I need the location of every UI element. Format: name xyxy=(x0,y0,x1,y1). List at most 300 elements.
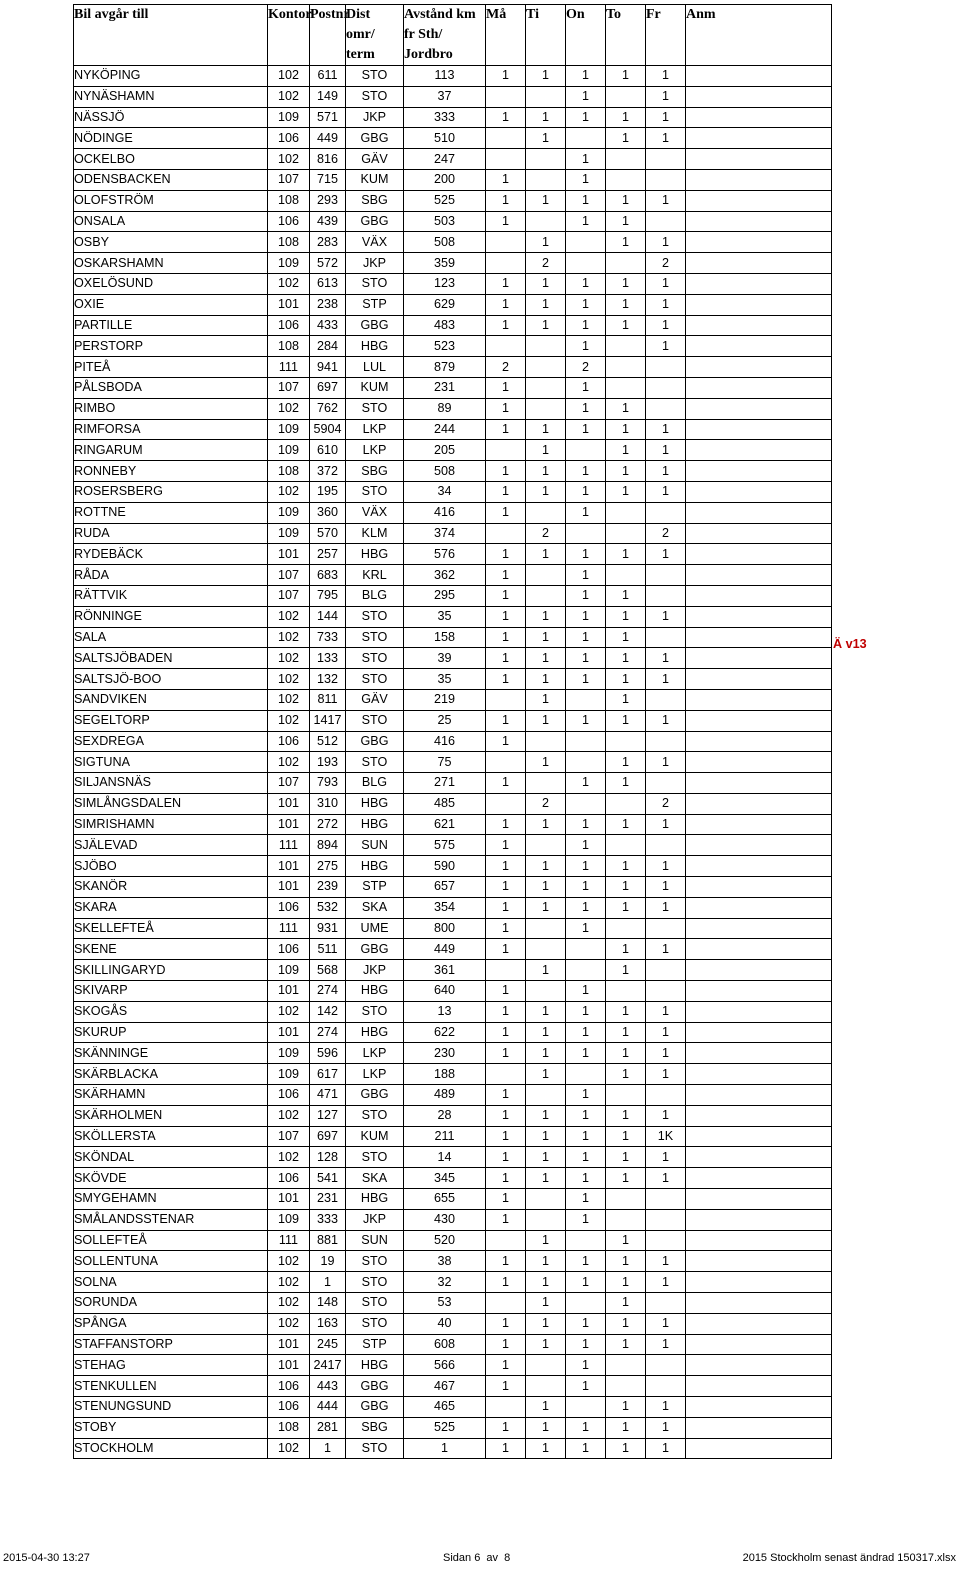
district-cell: GBG xyxy=(346,211,404,232)
destination-cell: ODENSBACKEN xyxy=(74,169,268,190)
distance-cell: 28 xyxy=(404,1105,486,1126)
thursday-cell: 1 xyxy=(606,1230,646,1251)
wednesday-cell xyxy=(566,1064,606,1085)
destination-cell: OSBY xyxy=(74,232,268,253)
thursday-cell xyxy=(606,336,646,357)
destination-cell: SIMLÅNGSDALEN xyxy=(74,793,268,814)
route-table xyxy=(73,4,832,1459)
tuesday-cell: 1 xyxy=(526,669,566,690)
remark-cell xyxy=(686,565,832,586)
friday-cell: 1 xyxy=(646,752,686,773)
wednesday-cell: 1 xyxy=(566,1355,606,1376)
remark-cell xyxy=(686,1189,832,1210)
table-row xyxy=(74,897,832,918)
friday-cell: 1 xyxy=(646,66,686,87)
wednesday-cell xyxy=(566,752,606,773)
wednesday-cell: 1 xyxy=(566,565,606,586)
table-row xyxy=(74,461,832,482)
wednesday-cell: 1 xyxy=(566,190,606,211)
remark-cell xyxy=(686,398,832,419)
monday-cell: 1 xyxy=(486,190,526,211)
monday-cell: 1 xyxy=(486,1334,526,1355)
office-cell: 102 xyxy=(268,689,310,710)
district-cell: HBG xyxy=(346,814,404,835)
monday-cell: 1 xyxy=(486,897,526,918)
monday-cell xyxy=(486,1293,526,1314)
remark-cell xyxy=(686,481,832,502)
office-cell: 102 xyxy=(268,648,310,669)
wednesday-cell: 1 xyxy=(566,1417,606,1438)
table-row xyxy=(74,107,832,128)
header-line: Postnr xyxy=(310,7,350,22)
destination-cell: RIMFORSA xyxy=(74,419,268,440)
district-cell: STO xyxy=(346,1313,404,1334)
tuesday-cell xyxy=(526,86,566,107)
monday-cell xyxy=(486,336,526,357)
table-row xyxy=(74,960,832,981)
office-cell: 108 xyxy=(268,232,310,253)
postcode-cell: 941 xyxy=(310,357,346,378)
thursday-cell: 1 xyxy=(606,107,646,128)
distance-cell: 14 xyxy=(404,1147,486,1168)
thursday-cell: 1 xyxy=(606,481,646,502)
postcode-cell: 795 xyxy=(310,585,346,606)
distance-cell: 113 xyxy=(404,66,486,87)
table-row xyxy=(74,669,832,690)
thursday-cell: 1 xyxy=(606,960,646,981)
postcode-cell: 733 xyxy=(310,627,346,648)
distance-cell: 200 xyxy=(404,169,486,190)
remark-cell xyxy=(686,86,832,107)
monday-cell xyxy=(486,86,526,107)
remark-cell xyxy=(686,1376,832,1397)
tuesday-cell: 1 xyxy=(526,960,566,981)
distance-cell: 489 xyxy=(404,1085,486,1106)
destination-cell: RINGARUM xyxy=(74,440,268,461)
destination-cell: SALTSJÖBADEN xyxy=(74,648,268,669)
friday-cell: 1K xyxy=(646,1126,686,1147)
thursday-cell xyxy=(606,793,646,814)
remark-cell xyxy=(686,856,832,877)
remark-cell xyxy=(686,502,832,523)
district-cell: LKP xyxy=(346,1043,404,1064)
office-cell: 102 xyxy=(268,627,310,648)
distance-cell: 35 xyxy=(404,669,486,690)
distance-cell: 362 xyxy=(404,565,486,586)
table-row xyxy=(74,440,832,461)
distance-cell: 374 xyxy=(404,523,486,544)
district-cell: STO xyxy=(346,1293,404,1314)
friday-cell xyxy=(646,627,686,648)
monday-cell: 1 xyxy=(486,1251,526,1272)
destination-cell: SMÅLANDSSTENAR xyxy=(74,1209,268,1230)
tuesday-cell xyxy=(526,1189,566,1210)
remark-cell xyxy=(686,1168,832,1189)
wednesday-cell: 1 xyxy=(566,1189,606,1210)
thursday-cell: 1 xyxy=(606,461,646,482)
postcode-cell: 511 xyxy=(310,939,346,960)
monday-cell: 1 xyxy=(486,398,526,419)
monday-cell: 1 xyxy=(486,1209,526,1230)
header-tuesday xyxy=(526,5,566,66)
thursday-cell: 1 xyxy=(606,273,646,294)
postcode-cell: 372 xyxy=(310,461,346,482)
table-row xyxy=(74,66,832,87)
monday-cell: 1 xyxy=(486,1272,526,1293)
remark-cell xyxy=(686,1397,832,1418)
monday-cell: 2 xyxy=(486,357,526,378)
table-row xyxy=(74,939,832,960)
distance-cell: 525 xyxy=(404,1417,486,1438)
distance-cell: 575 xyxy=(404,835,486,856)
monday-cell: 1 xyxy=(486,648,526,669)
distance-cell: 37 xyxy=(404,86,486,107)
postcode-cell: 715 xyxy=(310,169,346,190)
office-cell: 106 xyxy=(268,731,310,752)
destination-cell: RÄTTVIK xyxy=(74,585,268,606)
table-row xyxy=(74,918,832,939)
district-cell: GÄV xyxy=(346,149,404,170)
district-cell: STO xyxy=(346,1105,404,1126)
remark-cell xyxy=(686,1001,832,1022)
tuesday-cell xyxy=(526,1209,566,1230)
destination-cell: SKÄRHAMN xyxy=(74,1085,268,1106)
district-cell: VÄX xyxy=(346,502,404,523)
remark-cell xyxy=(686,1355,832,1376)
header-wednesday xyxy=(566,5,606,66)
distance-cell: 576 xyxy=(404,544,486,565)
destination-cell: RYDEBÄCK xyxy=(74,544,268,565)
friday-cell: 1 xyxy=(646,1105,686,1126)
tuesday-cell xyxy=(526,377,566,398)
friday-cell xyxy=(646,835,686,856)
district-cell: SUN xyxy=(346,1230,404,1251)
distance-cell: 483 xyxy=(404,315,486,336)
tuesday-cell: 1 xyxy=(526,315,566,336)
monday-cell xyxy=(486,232,526,253)
wednesday-cell: 1 xyxy=(566,606,606,627)
tuesday-cell: 1 xyxy=(526,1147,566,1168)
distance-cell: 523 xyxy=(404,336,486,357)
destination-cell: OXIE xyxy=(74,294,268,315)
header-line: Ti xyxy=(526,7,539,22)
tuesday-cell: 1 xyxy=(526,481,566,502)
office-cell: 106 xyxy=(268,1376,310,1397)
tuesday-cell: 1 xyxy=(526,1397,566,1418)
distance-cell: 416 xyxy=(404,502,486,523)
table-row xyxy=(74,648,832,669)
distance-cell: 800 xyxy=(404,918,486,939)
friday-cell: 1 xyxy=(646,1313,686,1334)
tuesday-cell xyxy=(526,357,566,378)
district-cell: LKP xyxy=(346,419,404,440)
distance-cell: 520 xyxy=(404,1230,486,1251)
tuesday-cell: 1 xyxy=(526,752,566,773)
thursday-cell: 1 xyxy=(606,814,646,835)
distance-cell: 622 xyxy=(404,1022,486,1043)
remark-cell xyxy=(686,232,832,253)
remark-cell xyxy=(686,440,832,461)
tuesday-cell xyxy=(526,398,566,419)
table-row xyxy=(74,1251,832,1272)
district-cell: STP xyxy=(346,877,404,898)
friday-cell xyxy=(646,1209,686,1230)
distance-cell: 503 xyxy=(404,211,486,232)
office-cell: 102 xyxy=(268,1438,310,1459)
distance-cell: 590 xyxy=(404,856,486,877)
friday-cell: 1 xyxy=(646,315,686,336)
postcode-cell: 283 xyxy=(310,232,346,253)
postcode-cell: 439 xyxy=(310,211,346,232)
remark-cell xyxy=(686,357,832,378)
postcode-cell: 568 xyxy=(310,960,346,981)
remark-cell xyxy=(686,585,832,606)
district-cell: BLG xyxy=(346,585,404,606)
remark-cell xyxy=(686,169,832,190)
friday-cell: 2 xyxy=(646,523,686,544)
tuesday-cell: 1 xyxy=(526,648,566,669)
remark-cell xyxy=(686,1209,832,1230)
thursday-cell: 1 xyxy=(606,897,646,918)
header-office xyxy=(268,5,310,66)
distance-cell: 485 xyxy=(404,793,486,814)
table-row xyxy=(74,232,832,253)
thursday-cell: 1 xyxy=(606,585,646,606)
thursday-cell: 1 xyxy=(606,1064,646,1085)
table-row xyxy=(74,86,832,107)
table-row xyxy=(74,752,832,773)
tuesday-cell: 1 xyxy=(526,461,566,482)
friday-cell: 1 xyxy=(646,1397,686,1418)
destination-cell: STEHAG xyxy=(74,1355,268,1376)
wednesday-cell: 1 xyxy=(566,66,606,87)
district-cell: STP xyxy=(346,294,404,315)
tuesday-cell: 1 xyxy=(526,1105,566,1126)
wednesday-cell: 1 xyxy=(566,1001,606,1022)
destination-cell: SKIVARP xyxy=(74,981,268,1002)
monday-cell: 1 xyxy=(486,315,526,336)
destination-cell: NÄSSJÖ xyxy=(74,107,268,128)
tuesday-cell: 1 xyxy=(526,1064,566,1085)
office-cell: 102 xyxy=(268,66,310,87)
district-cell: SBG xyxy=(346,1417,404,1438)
wednesday-cell: 1 xyxy=(566,481,606,502)
office-cell: 102 xyxy=(268,1272,310,1293)
office-cell: 102 xyxy=(268,1313,310,1334)
office-cell: 101 xyxy=(268,981,310,1002)
wednesday-cell: 1 xyxy=(566,814,606,835)
thursday-cell xyxy=(606,253,646,274)
distance-cell: 359 xyxy=(404,253,486,274)
wednesday-cell: 1 xyxy=(566,1376,606,1397)
friday-cell xyxy=(646,689,686,710)
monday-cell: 1 xyxy=(486,211,526,232)
district-cell: SUN xyxy=(346,835,404,856)
office-cell: 106 xyxy=(268,315,310,336)
distance-cell: 231 xyxy=(404,377,486,398)
table-row xyxy=(74,502,832,523)
destination-cell: STOBY xyxy=(74,1417,268,1438)
district-cell: JKP xyxy=(346,107,404,128)
thursday-cell: 1 xyxy=(606,1001,646,1022)
friday-cell: 1 xyxy=(646,856,686,877)
district-cell: VÄX xyxy=(346,232,404,253)
monday-cell: 1 xyxy=(486,1001,526,1022)
tuesday-cell xyxy=(526,211,566,232)
destination-cell: PÅLSBODA xyxy=(74,377,268,398)
remark-cell xyxy=(686,544,832,565)
monday-cell: 1 xyxy=(486,1189,526,1210)
friday-cell: 1 xyxy=(646,544,686,565)
table-row xyxy=(74,731,832,752)
destination-cell: SKANÖR xyxy=(74,877,268,898)
wednesday-cell: 1 xyxy=(566,669,606,690)
remark-cell xyxy=(686,648,832,669)
remark-cell xyxy=(686,1022,832,1043)
friday-cell: 1 xyxy=(646,710,686,731)
district-cell: STO xyxy=(346,710,404,731)
tuesday-cell xyxy=(526,918,566,939)
header-remark xyxy=(686,5,832,66)
office-cell: 101 xyxy=(268,793,310,814)
office-cell: 109 xyxy=(268,960,310,981)
postcode-cell: 443 xyxy=(310,1376,346,1397)
postcode-cell: 532 xyxy=(310,897,346,918)
friday-cell: 1 xyxy=(646,419,686,440)
remark-cell xyxy=(686,981,832,1002)
office-cell: 101 xyxy=(268,1334,310,1355)
distance-cell: 123 xyxy=(404,273,486,294)
table-row xyxy=(74,1209,832,1230)
friday-cell: 1 xyxy=(646,1272,686,1293)
district-cell: STO xyxy=(346,1001,404,1022)
destination-cell: SKÖLLERSTA xyxy=(74,1126,268,1147)
wednesday-cell xyxy=(566,939,606,960)
district-cell: STO xyxy=(346,273,404,294)
monday-cell: 1 xyxy=(486,1022,526,1043)
thursday-cell: 1 xyxy=(606,1022,646,1043)
thursday-cell: 1 xyxy=(606,752,646,773)
district-cell: STO xyxy=(346,481,404,502)
monday-cell xyxy=(486,440,526,461)
destination-cell: SEGELTORP xyxy=(74,710,268,731)
destination-cell: STENKULLEN xyxy=(74,1376,268,1397)
table-row xyxy=(74,1001,832,1022)
monday-cell xyxy=(486,523,526,544)
friday-cell xyxy=(646,731,686,752)
thursday-cell: 1 xyxy=(606,211,646,232)
postcode-cell: 762 xyxy=(310,398,346,419)
remark-cell xyxy=(686,710,832,731)
distance-cell: 35 xyxy=(404,606,486,627)
thursday-cell: 1 xyxy=(606,606,646,627)
table-row xyxy=(74,1334,832,1355)
tuesday-cell: 1 xyxy=(526,877,566,898)
tuesday-cell xyxy=(526,565,566,586)
friday-cell: 1 xyxy=(646,107,686,128)
distance-cell: 629 xyxy=(404,294,486,315)
postcode-cell: 310 xyxy=(310,793,346,814)
wednesday-cell: 1 xyxy=(566,336,606,357)
postcode-cell: 293 xyxy=(310,190,346,211)
office-cell: 102 xyxy=(268,1251,310,1272)
wednesday-cell: 1 xyxy=(566,627,606,648)
destination-cell: OSKARSHAMN xyxy=(74,253,268,274)
monday-cell: 1 xyxy=(486,273,526,294)
office-cell: 102 xyxy=(268,273,310,294)
friday-cell: 1 xyxy=(646,1064,686,1085)
postcode-cell: 444 xyxy=(310,1397,346,1418)
district-cell: STO xyxy=(346,1147,404,1168)
postcode-cell: 272 xyxy=(310,814,346,835)
wednesday-cell: 1 xyxy=(566,502,606,523)
destination-cell: SKILLINGARYD xyxy=(74,960,268,981)
tuesday-cell xyxy=(526,149,566,170)
office-cell: 106 xyxy=(268,1085,310,1106)
friday-cell xyxy=(646,1376,686,1397)
remark-cell xyxy=(686,1293,832,1314)
table-row xyxy=(74,398,832,419)
postcode-cell: 257 xyxy=(310,544,346,565)
postcode-cell: 881 xyxy=(310,1230,346,1251)
office-cell: 107 xyxy=(268,1126,310,1147)
remark-cell xyxy=(686,627,832,648)
office-cell: 109 xyxy=(268,502,310,523)
remark-cell xyxy=(686,752,832,773)
thursday-cell xyxy=(606,1085,646,1106)
friday-cell: 1 xyxy=(646,1043,686,1064)
friday-cell xyxy=(646,918,686,939)
table-row xyxy=(74,981,832,1002)
tuesday-cell: 1 xyxy=(526,1417,566,1438)
tuesday-cell: 1 xyxy=(526,1438,566,1459)
table-row xyxy=(74,1147,832,1168)
district-cell: STP xyxy=(346,1334,404,1355)
friday-cell xyxy=(646,357,686,378)
friday-cell: 1 xyxy=(646,1001,686,1022)
destination-cell: RÖNNINGE xyxy=(74,606,268,627)
distance-cell: 345 xyxy=(404,1168,486,1189)
district-cell: KUM xyxy=(346,377,404,398)
monday-cell: 1 xyxy=(486,1085,526,1106)
wednesday-cell: 1 xyxy=(566,377,606,398)
friday-cell: 1 xyxy=(646,648,686,669)
distance-cell: 508 xyxy=(404,232,486,253)
wednesday-cell xyxy=(566,793,606,814)
postcode-cell: 697 xyxy=(310,1126,346,1147)
tuesday-cell xyxy=(526,939,566,960)
destination-cell: SPÅNGA xyxy=(74,1313,268,1334)
postcode-cell: 613 xyxy=(310,273,346,294)
thursday-cell: 1 xyxy=(606,1251,646,1272)
remark-cell xyxy=(686,1085,832,1106)
thursday-cell xyxy=(606,169,646,190)
monday-cell: 1 xyxy=(486,731,526,752)
remark-cell xyxy=(686,1126,832,1147)
distance-cell: 158 xyxy=(404,627,486,648)
district-cell: GBG xyxy=(346,1397,404,1418)
postcode-cell: 281 xyxy=(310,1417,346,1438)
office-cell: 107 xyxy=(268,585,310,606)
district-cell: GÄV xyxy=(346,689,404,710)
table-row xyxy=(74,710,832,731)
monday-cell: 1 xyxy=(486,169,526,190)
remark-cell xyxy=(686,689,832,710)
office-cell: 102 xyxy=(268,398,310,419)
district-cell: STO xyxy=(346,398,404,419)
monday-cell: 1 xyxy=(486,835,526,856)
monday-cell: 1 xyxy=(486,461,526,482)
